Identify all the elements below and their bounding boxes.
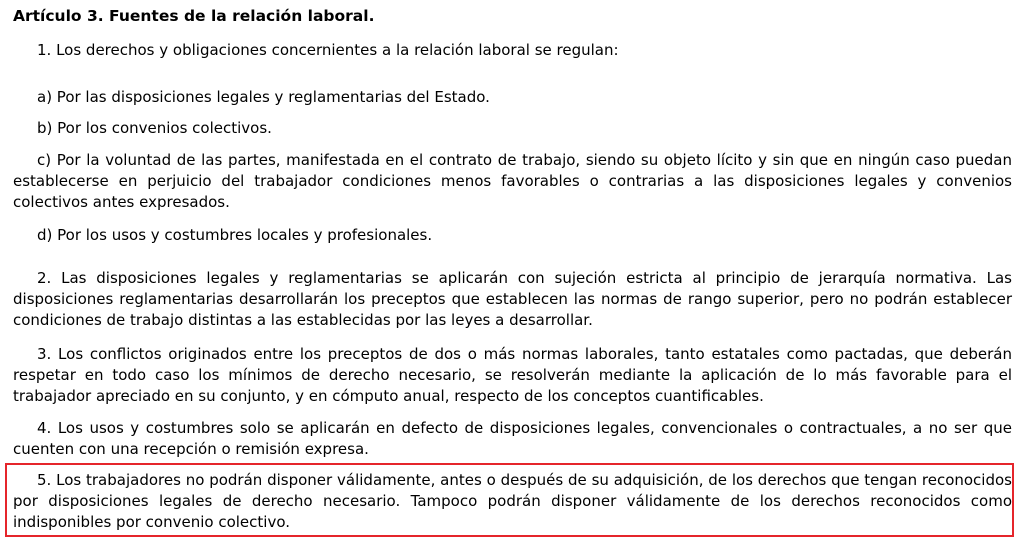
paragraph-1c: c) Por la voluntad de las partes, manifestada en el contrato de trabajo, siendo su objeto lícito y sin que en ningún caso puedan establecerse en perjuicio del trabajador condiciones menos favorables o contrarias a las disposiciones legales y convenios colectivos antes expresados. <box>13 151 1012 211</box>
paragraph-1d: d) Por los usos y costumbres locales y profesionales. <box>37 226 433 244</box>
paragraph-2: 2. Las disposiciones legales y reglamentarias se aplicarán con sujeción estricta al principio de jerarquía normativa. Las disposiciones reglamentarias desarrollarán los preceptos que establecen las normas de rango superior, pero no podrán establecer condiciones de trabajo distintas a las establecidas por las leyes a desarrollar. <box>13 269 1012 329</box>
article-title: Artículo 3. Fuentes de la relación laboral. <box>13 7 375 25</box>
paragraph-4: 4. Los usos y costumbres solo se aplicarán en defecto de disposiciones legales, convencionales o contractuales, a no ser que cuenten con una recepción o remisión expresa. <box>13 419 1012 458</box>
paragraph-1: 1. Los derechos y obligaciones concernientes a la relación laboral se regulan: <box>37 41 619 59</box>
highlight-box <box>5 463 1014 537</box>
paragraph-1b: b) Por los convenios colectivos. <box>37 119 272 137</box>
paragraph-5: 5. Los trabajadores no podrán disponer válidamente, antes o después de su adquisición, de los derechos que tengan reconocidos por disposiciones legales de derecho necesario. Tampoco podrán disponer válidamente de los derechos reconocidos como indisponibles por convenio colectivo. <box>13 471 1012 531</box>
paragraph-1a: a) Por las disposiciones legales y reglamentarias del Estado. <box>37 88 490 106</box>
paragraph-3: 3. Los conflictos originados entre los preceptos de dos o más normas laborales, tanto estatales como pactadas, que deberán respetar en todo caso los mínimos de derecho necesario, se resolverán mediante la aplicación de lo más favorable para el trabajador apreciado en su conjunto, y en cómputo anual, respecto de los conceptos cuantificables. <box>13 345 1012 405</box>
